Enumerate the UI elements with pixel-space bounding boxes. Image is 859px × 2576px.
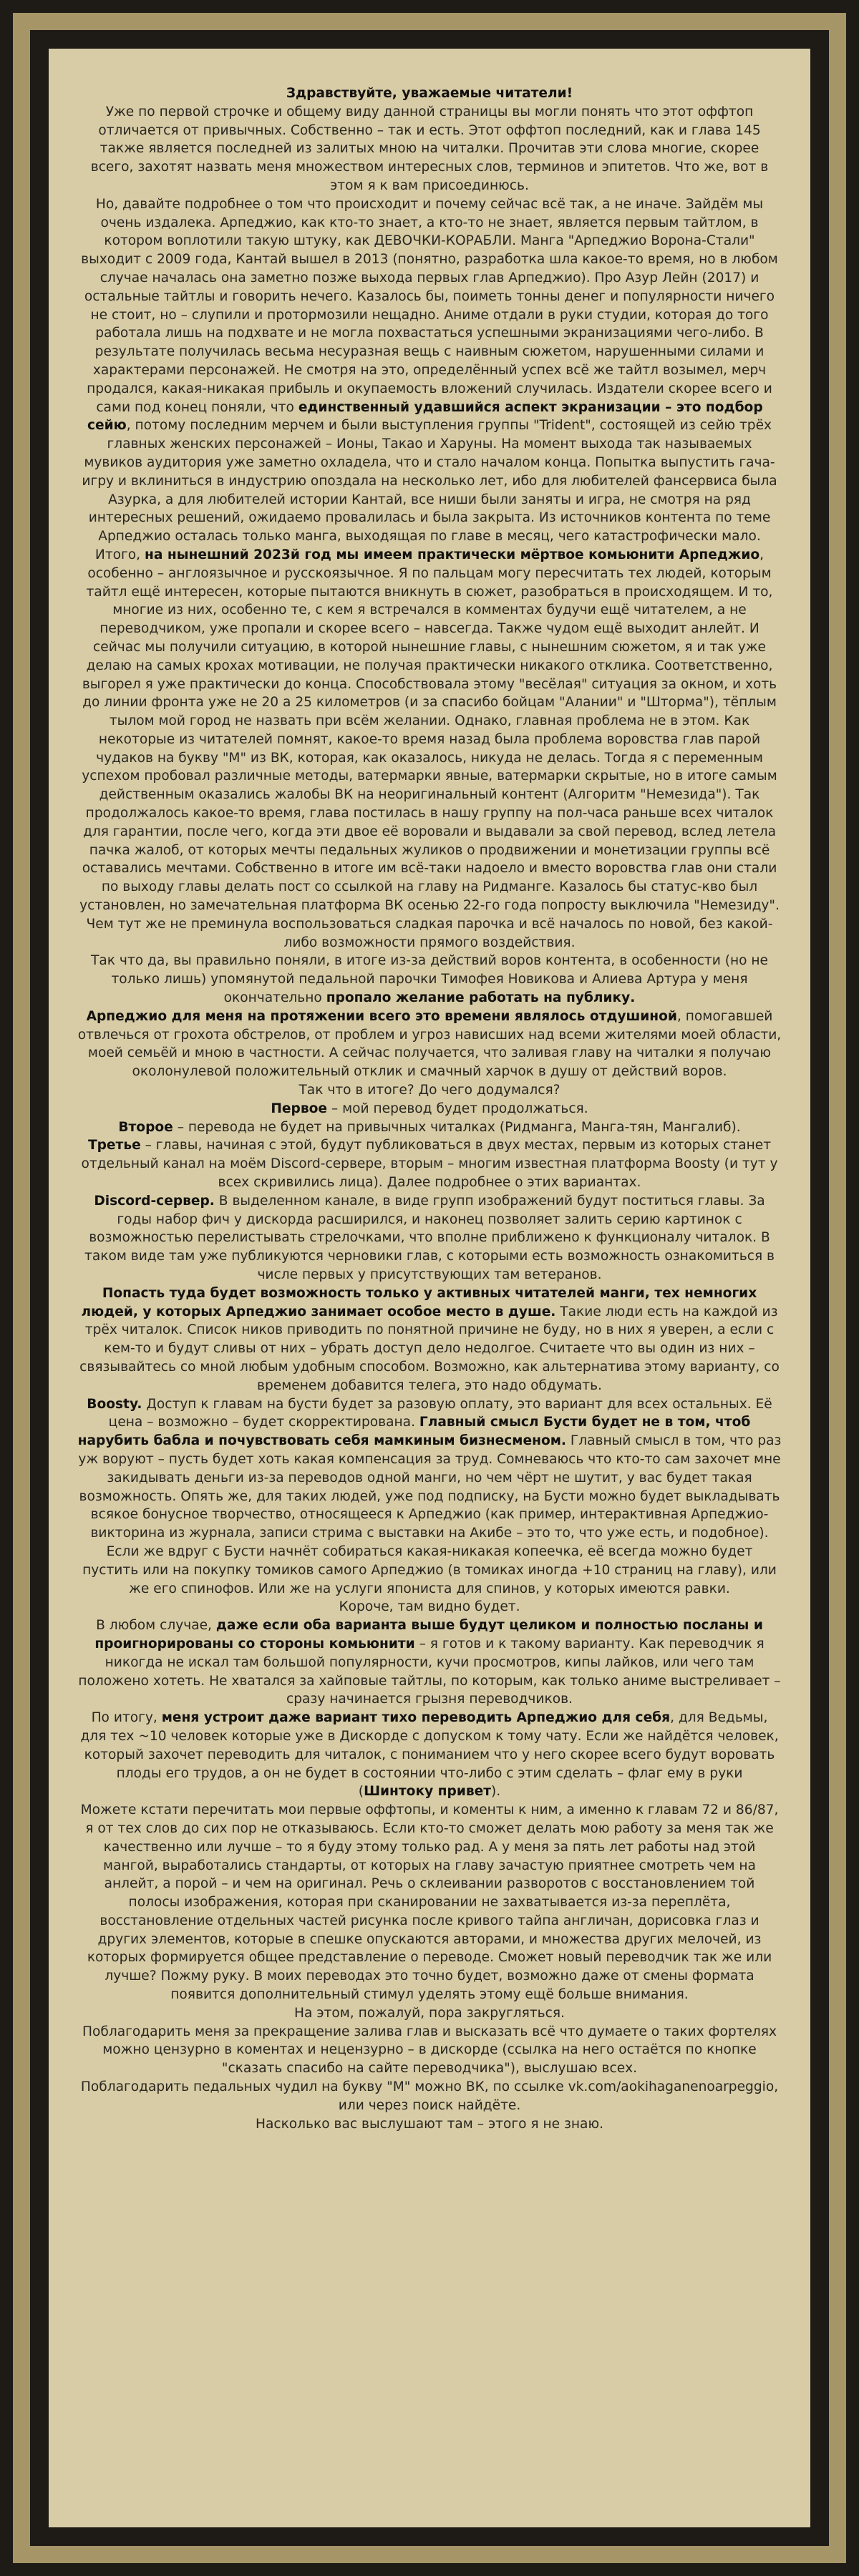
paragraph-history	[77, 195, 782, 546]
body-text: Итого,	[94, 547, 145, 562]
bold-text: Шинтоку привет	[364, 1784, 492, 1800]
bold-text: Первое	[271, 1101, 327, 1116]
body-text: Короче, там видно будет.	[339, 1599, 520, 1615]
bold-text: единственный удавшийся аспект экранизации – это подбор сейю	[87, 399, 763, 434]
paragraph-second	[77, 1118, 782, 1137]
body-text: ).	[491, 1784, 501, 1800]
body-text: Уже по первой строчке и общему виду данной страницы вы могли понять что этот оффтоп отличается от привычных. Собственно – так и есть. Этот оффтоп последний, как и глава 145 также является последней из залитых мною на читалки. Прочитав эти слова многие, скорее всего, захотят назвать меня множеством интересных слов, терминов и эпитетов. Что же, вот в этом я к вам присоединюсь.	[90, 104, 769, 193]
paragraph-intro	[77, 103, 782, 195]
body-text: , для Ведьмы, для тех ~10 человек которые уже в Дискорде с допуском к тому чату. Если же найдётся человек, который захочет переводить для читалок, с пониманием что у него скорее всего будут воровать плоды его трудов, а он не будет в состоянии что-либо с этим сделать – флаг ему в руки (	[80, 1710, 779, 1800]
paragraph-third	[77, 1136, 782, 1191]
outer-frame	[13, 13, 846, 2563]
body-text: Насколько вас выслушают там – этого я не знаю.	[255, 2116, 604, 2132]
bold-text: даже если оба варианта выше будут целиком и полностью посланы и проигнорированы со стороны комьюнити	[94, 1618, 763, 1652]
body-text: На этом, пожалуй, пора закругляться.	[294, 2005, 565, 2021]
body-text: – перевода не будет на привычных читалках (Ридманга, Манга-тян, Мангалиб).	[173, 1119, 741, 1135]
paragraph-boosty	[77, 1395, 782, 1599]
paragraph-anyway	[77, 1616, 782, 1709]
bold-text: Discord-сервер.	[94, 1193, 215, 1209]
paragraph-vk	[77, 2078, 782, 2115]
body-text: , потому последним мерчем и были выступления группы "Trident", состоящей из сейю трёх главных женских персонажей – Ионы, Такао и Харуны. На момент выхода так называемых мувиков аудитория уже заметно охладела, что и стало началом конца. Попытка выпустить гача-игру и вклиниться в индустрию опоздала на несколько лет, ибо для любителей фансервиса была Азурка, а для любителей истории Кантай, все ниши были заняты и игра, не смотря на ряд интересных решений, ожидаемо провалилась и была закрыта. Из источников контента по теме Арпеджио осталась только манга, выходящая по главе в месяц, чего катастрофически мало.	[82, 418, 777, 545]
bold-text: пропало желание работать на публику.	[326, 990, 636, 1006]
body-text: Доступ к главам на бусти будет за разовую оплату, это вариант для всех остальных. Её цена – возможно – будет скорректирована.	[108, 1396, 772, 1430]
body-text: Поблагодарить педальных чудил на букву "М" можно ВК, по ссылке vk.com/aokihaganenoarpeggio, или через поиск найдёте.	[80, 2079, 779, 2113]
paragraph-outlet	[77, 1008, 782, 1081]
paragraph-discord	[77, 1192, 782, 1284]
paragraph-first	[77, 1100, 782, 1118]
bold-text: Boosty.	[87, 1396, 142, 1412]
paragraph-community	[77, 546, 782, 952]
paragraph-thanks	[77, 2023, 782, 2078]
bold-text: на нынешний 2023й год мы имеем практически мёртвое комьюнити Арпеджио	[145, 547, 760, 562]
paragraph-wrap	[77, 2004, 782, 2023]
paragraph-itself	[77, 1709, 782, 1801]
body-text: Поблагодарить меня за прекращение залива глав и высказать всё что думаете о таких фортелях можно цензурно в коментах и нецензурно – в дискорде (ссылка на него остаётся по кнопке "сказать спасибо на сайте переводчика"), выслушаю всех.	[82, 2024, 777, 2077]
paragraph-offtops	[77, 1801, 782, 2004]
paragraph-question	[77, 1081, 782, 1100]
bold-text: Главный смысл Бусти будет не в том, чтоб нарубить бабла и почувствовать себя мамкиным бизнесменом.	[77, 1415, 751, 1449]
body-text: Главный смысл в том, что раз уж воруют – пусть будет хоть какая компенсация за труд. Сомневаюсь что кто-то сам захочет мне закидывать деньги из-за переводов одной манги, но чем чёрт не шутит, у вас будет такая возможность. Опять же, для таких людей, уже под подписку, на Бусти можно будет выкладывать всякое бонусное творчество, относящееся к Арпеджио (как пример, интерактивная Арпеджио-викторина из журнала, записи стрима с выставки на Акибе – это то, что уже есть, и подобное). Если же вдруг с Бусти начнёт собираться какая-никакая копеечка, её всегда можно будет пустить или на покупку томиков самого Арпеджио (в томиках иногда +10 страниц на главу), или же его спинофов. Или же на услуги япониста для спинов, у которых имеются равки.	[78, 1433, 782, 1596]
greeting-heading: Здравствуйте, уважаемые читатели!	[286, 86, 573, 101]
body-text: Такие люди есть на каждой из трёх читалок. Список ников приводить по понятной причине не буду, но в них я уверен, а если с кем-то и будут сливы от них – убрать доступ дело недолгое. Считаете что вы один из них – связывайтесь со мной любым удобным способом. Возможно, как альтернатива этому варианту, со временем добавится телега, это надо обдумать.	[79, 1304, 780, 1393]
body-text: Но, давайте подробнее о том что происходит и почему сейчас всё так, а не иначе. Зайдём мы очень издалека. Арпеджио, как кто-то знает, а кто-то не знает, является первым тайтлом, в котором воплотили такую штуку, как ДЕВОЧКИ-КОРАБЛИ. Манга "Арпеджио Ворона-Стали" выходит с 2009 года, Кантай вышел в 2013 (понятно, разработка шла какое-то время, но в любом случае началась она заметно позже выхода первых глав Арпеджио). Про Азур Лейн (2017) и остальные тайтлы и говорить нечего. Казалось бы, поиметь тонны денег и популярности ничего не стоит, но – слупили и протормозили нещадно. Аниме отдали в руки студии, которая до того работала лишь на подхвате и не могла похвастаться успешными экранизациями чего-либо. В результате получилась весьма несуразная вещь с наивным сюжетом, нарушенными силами и характерами персонажей. Не смотря на это, определённый успех всё же тайтл возымел, мерч продался, какая-никакая прибыль и окупаемость вложений случилась. Издатели скорее всего и сами под конец поняли, что	[81, 196, 778, 415]
body-text: В выделенном канале, в виде групп изображений будут поститься главы. За годы набор фич у дискорда расширился, и наконец позволяет залить серию картинок с возможностью перелистывать стрелочками, что вполне приближено к функционалу читалок. В таком виде там уже публикуются черновики глав, с которыми есть возможность ознакомиться в числе первых у присутствующих там ветеранов.	[84, 1193, 775, 1282]
body-text: Так что да, вы правильно поняли, в итоге из-за действий воров контента, в особенности (но не только лишь) упомянутой педальной парочки Тимофея Новикова и Алиева Артура у меня окончательно	[91, 953, 768, 1006]
inner-border	[30, 30, 829, 2546]
bold-text: Второе	[118, 1119, 173, 1135]
body-text: Так что в итоге? До чего додумался?	[299, 1083, 560, 1098]
paragraph-access	[77, 1284, 782, 1395]
bold-text: Попасть туда будет возможность только у активных читателей манги, тех немногих людей, у которых Арпеджио занимает особое место в душе.	[81, 1285, 757, 1319]
bold-text: меня устроит даже вариант тихо переводить Арпеджио для себя	[161, 1710, 671, 1726]
body-text: – главы, начиная с этой, будут публиковаться в двух местах, первым из которых станет отдельный канал на моём Discord-сервере, вторым – многим известная платформа Boosty (и тут у всех скривились лица). Далее подробнее о этих вариантах.	[81, 1138, 778, 1191]
bold-text: Третье	[87, 1138, 141, 1153]
paragraph-short	[77, 1598, 782, 1616]
article-body	[77, 84, 782, 2133]
body-text: – я готов и к такому варианту. Как переводчик я никогда не искал там большой популярности, кучи просмотров, кипы лайков, или чего там положено хотеть. Не хватался за хайповые тайтлы, по которым, как только аниме выстреливает – сразу начинается грызня переводчиков.	[78, 1636, 781, 1707]
bold-text: Арпеджио для меня на протяжении всего это времени являлось отдушиной	[86, 1008, 677, 1024]
body-text: , особенно – англоязычное и русскоязычное. Я по пальцам могу пересчитать тех людей, которым тайтл ещё интересен, которые пытаются вникнуть в сюжет, разобраться в происходящем. И то, многие из них, особенно те, с кем я встречался в комментах будучи ещё читателем, а не переводчиком, уже пропали и скорее всего – навсегда. Также чудом ещё выходит анлейт. И сейчас мы получили ситуацию, в которой нынешние главы, с нынешним сюжетом, я и так уже делаю на самых крохах мотивации, не получая практически никакого отклика. Соответственно, выгорел я уже практически до конца. Способствовала этому "весёлая" ситуация за окном, и хоть до линии фронта уже не 20 а 25 километров (и за спасибо бойцам "Алании" и "Шторма"), тёплым тылом мой город не назвать при всём желании. Однако, главная проблема не в этом. Как некоторые из читателей помнят, какое-то время назад была проблема воровства глав парой чудаков на букву "М" из ВК, которая, как оказалось, никуда не делась. Тогда я с переменным успехом пробовал различные методы, ватермарки явные, ватермарки скрытые, но в итоге самым действенным оказались жалобы ВК на неоригинальный контент (Алгоритм "Немезида"). Так продолжалось какое-то время, глава постилась в нашу группу на пол-часа раньше всех читалок для гарантии, после чего, когда эти двое её воровали и выдавали за свой перевод, вслед летела пачка жалоб, от которых мечты педальных жуликов о продвижении и монетизации группы всё оставались мечтами. Собственно в итоге им всё-таки надоело и вместо воровства глав они стали по выходу главы делать пост со ссылкой на главу на Ридманге. Казалось бы статус-кво был установлен, но замечательная платформа ВК осенью 22-го года попросту выключила "Немезиду". Чем тут же не преминула воспользоваться сладкая парочка и всё началось по новой, без какой-либо возможности прямого воздействия.	[79, 547, 780, 950]
paragraph-bye	[77, 2115, 782, 2134]
paragraph-result	[77, 952, 782, 1007]
body-text: В любом случае,	[96, 1618, 216, 1634]
body-text: Можете кстати перечитать мои первые оффтопы, и коменты к ним, а именно к главам 72 и 86/87, я от тех слов до сих пор не отказываюсь. Если кто-то сможет делать мою работу за меня так же качественно или лучше – то я буду этому только рад. А у меня за пять лет работы над этой мангой, выработались стандарты, от которых на главу зачастую приятнее смотреть чем на анлейт, а порой – и чем на оригинал. Речь о склеивании разворотов с восстановлением той полосы изображения, которая при сканировании не захватывается из-за переплёта, восстановление отдельных частей рисунка после кривого тайпа англичан, дорисовка глаз и других элементов, которые в спешке опускаются авторами, и множества других мелочей, из которых формируется общее представление о переводе. Сможет новый переводчик так же или лучше? Пожму руку. В моих переводах это точно будет, возможно даже от смены формата появится дополнительный стимул уделять этому ещё больше внимания.	[80, 1802, 779, 2003]
body-text: – мой перевод будет продолжаться.	[326, 1101, 588, 1116]
body-text: , помогавшей отвлечься от грохота обстрелов, от проблем и угроз нависших над всеми жителями моей области, моей семьёй и мною в частности. А сейчас получается, что заливая главу на читалки я получаю околонулевой положительный отклик и смачный харчок в душу от действий воров.	[77, 1008, 782, 1080]
paper-sheet	[49, 49, 810, 2527]
body-text: По итогу,	[91, 1710, 162, 1726]
